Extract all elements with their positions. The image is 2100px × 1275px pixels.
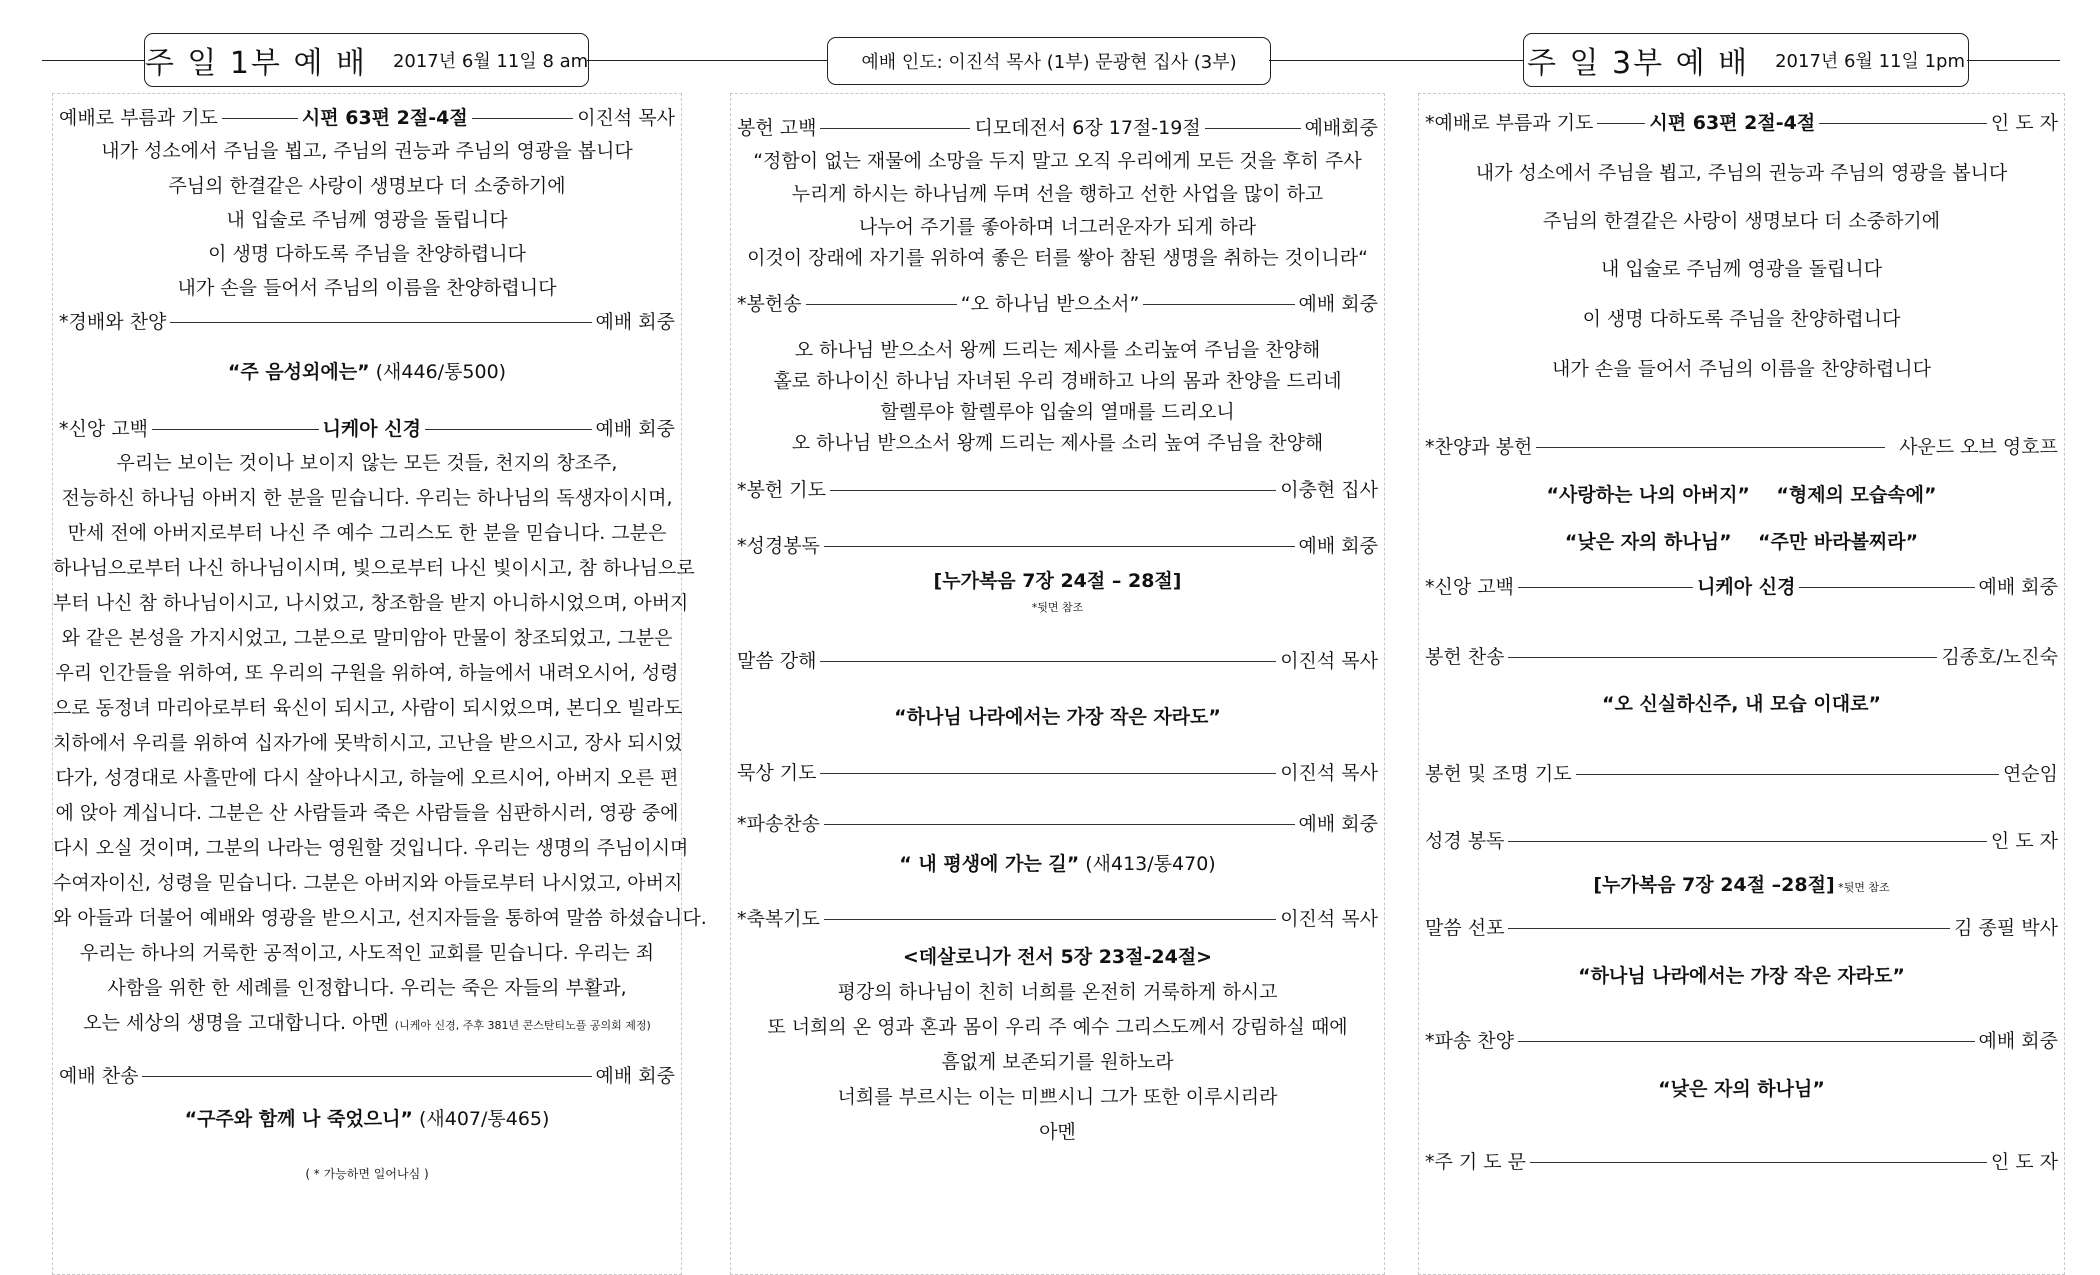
item-label: *파송 찬양 bbox=[1425, 1030, 1514, 1052]
item-leader: 이충현 집사 bbox=[1280, 479, 1378, 501]
item-leader: 이진석 목사 bbox=[577, 107, 675, 129]
psalm-line: 내가 성소에서 주님을 뵙고, 주님의 권능과 주님의 영광을 봅니다 bbox=[101, 140, 633, 162]
stand-note: ( * 가능하면 일어나심 ) bbox=[305, 1167, 429, 1181]
scripture-reference: <데살로니가 전서 5장 23절-24절> bbox=[902, 946, 1213, 968]
leader-line bbox=[142, 1076, 591, 1077]
item-label: *경배와 찬양 bbox=[59, 311, 167, 333]
song-title: “오 하나님 받으소서” bbox=[960, 293, 1140, 315]
sending-song-row bbox=[1419, 1029, 2064, 1053]
item-leader: 예배 회중 bbox=[595, 311, 675, 333]
third-service-date: 2017년 6월 11일 1pm bbox=[1775, 51, 1966, 72]
benediction-line: 너희를 부르시는 이는 미쁘시니 그가 또한 이루시리라 bbox=[837, 1086, 1278, 1108]
psalm-reference: 시편 63편 2절-4절 bbox=[301, 107, 468, 129]
psalm-line: 내 입술로 주님께 영광을 돌립니다 bbox=[226, 209, 508, 231]
item-leader: 사운드 오브 영호프 bbox=[1899, 436, 2058, 458]
sending-hymn-row bbox=[731, 812, 1384, 836]
leader-line bbox=[820, 773, 1276, 774]
benediction-line: 평강의 하나님이 친히 너희를 온전히 거룩하게 하시고 bbox=[837, 981, 1278, 1003]
header-rule-mid-left bbox=[587, 60, 827, 61]
scripture-reference: [누가복음 7장 24절 – 28절] bbox=[933, 570, 1182, 592]
leader-line bbox=[170, 322, 591, 323]
creed-line: 에 앉아 계십니다. 그분은 산 사람들과 죽은 사람들을 심판하시러, 영광 중에 bbox=[55, 802, 679, 824]
praise-offering-row bbox=[1419, 435, 2064, 459]
item-label: *축복기도 bbox=[737, 908, 820, 930]
creed-line: 수여자이신, 성령을 믿습니다. 그분은 아버지와 아들로부터 나시었고, 아버지 bbox=[53, 872, 683, 894]
creed-line: 오는 세상의 생명을 고대합니다. 아멘 bbox=[83, 1012, 389, 1034]
hymn-number: (새446/통500) bbox=[369, 361, 507, 383]
offering-verse-line: 누리게 하시는 하나님께 두며 선을 행하고 선한 사업을 많이 하고 bbox=[791, 183, 1324, 205]
leader-line bbox=[1143, 304, 1294, 305]
psalm-line: 내가 손을 들어서 주님의 이름을 찬양하렵니다 bbox=[1552, 358, 1931, 380]
leader-line bbox=[1597, 123, 1645, 124]
song-title: “오 신실하신주, 내 모습 이대로” bbox=[1602, 693, 1881, 715]
creed-line: 우리는 하나의 거룩한 공적이고, 사도적인 교회를 믿습니다. 우리는 죄 bbox=[79, 942, 655, 964]
item-label: 예배로 부름과 기도 bbox=[59, 107, 218, 129]
creed-last-line bbox=[53, 1011, 681, 1038]
leader-line bbox=[1799, 587, 1974, 588]
leader-line bbox=[425, 429, 592, 430]
creed-line: 다가, 성경대로 사흘만에 다시 살아나시고, 하늘에 오르시어, 아버지 오른 편 bbox=[55, 767, 679, 789]
offering-verse-line: “정함이 없는 재물에 소망을 두지 말고 오직 우리에게 모든 것을 후히 주사 bbox=[753, 150, 1362, 172]
benediction-line: 아멘 bbox=[1039, 1121, 1076, 1143]
hymn-song bbox=[53, 1107, 681, 1131]
creed-line: 우리는 보이는 것이나 보이지 않는 모든 것들, 천지의 창조주, bbox=[116, 452, 618, 474]
creed-row bbox=[53, 417, 681, 441]
benediction-line: 흠없게 보존되기를 원하노라 bbox=[941, 1051, 1174, 1073]
item-label: 성경 봉독 bbox=[1425, 830, 1505, 852]
creed-line: 와 아들과 더불어 예배와 영광을 받으시고, 선지자들을 통하여 말씀 하셨습니다. bbox=[53, 907, 707, 929]
item-label: *성경봉독 bbox=[737, 535, 820, 557]
creed-title: 니케아 신경 bbox=[1697, 576, 1796, 598]
call-to-worship-row bbox=[1419, 111, 2064, 135]
item-leader: 인 도 자 bbox=[1990, 1151, 2058, 1173]
praise-songs: “낮은 자의 하나님” “주만 바라볼찌라” bbox=[1564, 531, 1919, 553]
praise-row bbox=[53, 310, 681, 334]
item-leader: 예배회중 bbox=[1304, 117, 1378, 139]
item-leader: 김종호/노진숙 bbox=[1941, 646, 2058, 668]
offering-song-row bbox=[731, 292, 1384, 316]
first-service-order bbox=[52, 93, 707, 1275]
item-leader: 이진석 목사 bbox=[1280, 762, 1378, 784]
creed-line: 하나님으로부터 나신 하나님이시며, 빛으로부터 나신 빛이시고, 참 하나님으로 bbox=[53, 557, 695, 579]
item-label: *예배로 부름과 기도 bbox=[1425, 112, 1594, 134]
offering-and-sermon-order bbox=[730, 93, 1385, 1275]
item-label: *봉헌송 bbox=[737, 293, 802, 315]
sermon-title: “하나님 나라에서는 가장 작은 자라도” bbox=[1578, 965, 1905, 987]
creed-line: 우리 인간들을 위하여, 또 우리의 구원을 위하여, 하늘에서 내려오시어, 성령 bbox=[55, 662, 679, 684]
item-label: *신앙 고백 bbox=[59, 418, 148, 440]
song-title: “주 음성외에는” bbox=[227, 361, 370, 383]
leader-line bbox=[1508, 657, 1937, 658]
leader-line bbox=[824, 824, 1295, 825]
header-rule-left bbox=[42, 60, 144, 61]
item-leader: 인 도 자 bbox=[1990, 112, 2058, 134]
psalm-line: 주님의 한결같은 사랑이 생명보다 더 소중하기에 bbox=[168, 175, 566, 197]
item-leader: 예배 회중 bbox=[1978, 576, 2059, 598]
hymn-row bbox=[53, 1064, 681, 1088]
leader-line bbox=[1205, 128, 1301, 129]
psalm-reference: 시편 63편 2절-4절 bbox=[1649, 112, 1816, 134]
creed-line: 다시 오실 것이며, 그분의 나라는 영원할 것입니다. 우리는 생명의 주님이시며 bbox=[53, 837, 689, 859]
item-label: *찬양과 봉헌 bbox=[1425, 436, 1533, 458]
third-service-title: 주 일 3부 예 배 bbox=[1526, 46, 1750, 81]
item-leader: 예배 회중 bbox=[595, 418, 676, 440]
creed-line: 전능하신 하나님 아버지 한 분을 믿습니다. 우리는 하나님의 독생자이시며, bbox=[61, 487, 673, 509]
item-label: 묵상 기도 bbox=[737, 762, 817, 784]
item-label: 예배 찬송 bbox=[59, 1065, 139, 1087]
item-label: *파송찬송 bbox=[737, 813, 820, 835]
leader-line bbox=[1508, 928, 1950, 929]
scripture-reading-row bbox=[731, 534, 1384, 558]
leader-line bbox=[152, 429, 319, 430]
psalm-line: 주님의 한결같은 사랑이 생명보다 더 소중하기에 bbox=[1542, 210, 1941, 232]
offering-verse-line: 이것이 장래에 자기를 위하여 좋은 터를 쌓아 참된 생명을 취하는 것이니라“ bbox=[747, 247, 1368, 269]
leader-line bbox=[1530, 1162, 1987, 1163]
creed-line: 으로 동정녀 마리아로부터 육신이 되시고, 사람이 되시었으며, 본디오 빌라도 bbox=[53, 697, 683, 719]
header-rule-mid-right bbox=[1269, 60, 1523, 61]
item-leader: 김 종필 박사 bbox=[1954, 917, 2058, 939]
psalm-line: 이 생명 다하도록 주님을 찬양하렵니다 bbox=[1582, 308, 1901, 330]
creed-title: 니케아 신경 bbox=[322, 418, 421, 440]
item-leader: 예배 회중 bbox=[1298, 535, 1378, 557]
scripture-reference: 디모데전서 6장 17절-19절 bbox=[974, 117, 1201, 139]
offering-prayer-row bbox=[731, 478, 1384, 502]
worship-leaders: 예배 인도: 이진석 목사 (1부) 문광현 집사 (3부) bbox=[861, 52, 1237, 73]
hymn-number: (새413/통470) bbox=[1079, 853, 1216, 875]
leader-line bbox=[820, 661, 1276, 662]
item-label: *봉헌 기도 bbox=[737, 479, 826, 501]
sermon-row bbox=[731, 649, 1384, 673]
header-box-third-service bbox=[1523, 33, 1969, 87]
leader-line bbox=[1819, 123, 1987, 124]
sermon-row bbox=[1419, 916, 2064, 940]
psalm-line: 이 생명 다하도록 주님을 찬양하렵니다 bbox=[208, 243, 526, 265]
see-back-note: *뒷면 참조 bbox=[1834, 881, 1890, 894]
lyric-line: 오 하나님 받으소서 왕께 드리는 제사를 소리높여 주님을 찬양해 bbox=[794, 339, 1321, 361]
third-service-order bbox=[1418, 93, 2065, 1275]
item-leader: 인 도 자 bbox=[1990, 830, 2058, 852]
leader-line bbox=[824, 546, 1295, 547]
item-leader: 예배 회중 bbox=[1298, 813, 1378, 835]
lyric-line: 할렐루야 할렐루야 입술의 열매를 드리오니 bbox=[880, 401, 1235, 423]
header-rule-right bbox=[1967, 60, 2060, 61]
silent-prayer-row bbox=[731, 761, 1384, 785]
song-title: “낮은 자의 하나님” bbox=[1658, 1078, 1825, 1100]
scripture-reference: [누가복음 7장 24절 –28절] bbox=[1593, 874, 1835, 896]
sermon-title: “하나님 나라에서는 가장 작은 자라도” bbox=[894, 706, 1221, 728]
creed-line: 부터 나신 참 하나님이시고, 나시었고, 창조함을 받지 아니하시었으며, 아버지 bbox=[53, 592, 689, 614]
lyric-line: 홀로 하나이신 하나님 자녀된 우리 경배하고 나의 몸과 찬양을 드리네 bbox=[773, 370, 1342, 392]
leader-line bbox=[824, 919, 1276, 920]
lords-prayer-row bbox=[1419, 1150, 2064, 1174]
header-box-worship-leaders bbox=[827, 37, 1271, 85]
offering-confession-row bbox=[731, 116, 1384, 140]
creed-row bbox=[1419, 575, 2064, 599]
offering-hymn-row bbox=[1419, 645, 2064, 669]
leader-line bbox=[806, 304, 957, 305]
leader-line bbox=[820, 128, 970, 129]
leader-line bbox=[1518, 1041, 1975, 1042]
sending-hymn bbox=[731, 852, 1384, 876]
psalm-line: 내가 성소에서 주님을 뵙고, 주님의 권능과 주님의 영광을 봅니다 bbox=[1475, 162, 2008, 184]
item-label: 봉헌 및 조명 기도 bbox=[1425, 763, 1572, 785]
item-leader: 이진석 목사 bbox=[1280, 908, 1378, 930]
item-label: *주 기 도 문 bbox=[1425, 1151, 1527, 1173]
scripture-reading-row bbox=[1419, 829, 2064, 853]
song-title: “구주와 함께 나 죽었으니” bbox=[184, 1108, 413, 1130]
see-back-note: *뒷면 참조 bbox=[1031, 601, 1084, 614]
psalm-line: 내가 손을 들어서 주님의 이름을 찬양하렵니다 bbox=[177, 277, 557, 299]
leader-line bbox=[1576, 774, 1999, 775]
benediction-row bbox=[731, 907, 1384, 931]
song-title: “ 내 평생에 가는 길” bbox=[899, 853, 1080, 875]
illumination-prayer-row bbox=[1419, 762, 2064, 786]
hymn-number: (새407/통465) bbox=[412, 1108, 550, 1130]
item-label: 봉헌 고백 bbox=[737, 117, 817, 139]
praise-songs: “사랑하는 나의 아버지” “형제의 모습속에” bbox=[1546, 484, 1937, 506]
item-label: *신앙 고백 bbox=[1425, 576, 1514, 598]
item-leader: 예배 회중 bbox=[1298, 293, 1379, 315]
creed-line: 만세 전에 아버지로부터 나신 주 예수 그리스도 한 분을 믿습니다. 그분은 bbox=[67, 522, 667, 544]
benediction-line: 또 너희의 온 영과 혼과 몸이 우리 주 예수 그리스도께서 강림하실 때에 bbox=[767, 1016, 1348, 1038]
lyric-line: 오 하나님 받으소서 왕께 드리는 제사를 소리 높여 주님을 찬양해 bbox=[791, 432, 1324, 454]
first-service-date: 2017년 6월 11일 8 am bbox=[392, 51, 589, 72]
offering-verse-line: 나누어 주기를 좋아하며 너그러운자가 되게 하라 bbox=[858, 216, 1257, 238]
item-label: 말씀 선포 bbox=[1425, 917, 1505, 939]
leader-line bbox=[1536, 447, 1885, 448]
leader-line bbox=[1508, 841, 1986, 842]
creed-source-note: (니케아 신경, 주후 381년 콘스탄티노플 공의회 제정) bbox=[394, 1019, 651, 1032]
header-box-first-service bbox=[144, 33, 589, 87]
creed-line: 치하에서 우리를 위하여 십자가에 못박히시고, 고난을 받으시고, 장사 되시었 bbox=[53, 732, 683, 754]
leader-line bbox=[472, 118, 573, 119]
first-service-title: 주 일 1부 예 배 bbox=[144, 46, 367, 81]
psalm-line: 내 입술로 주님께 영광을 돌립니다 bbox=[1600, 258, 1883, 280]
leader-line bbox=[222, 118, 298, 119]
creed-line: 사함을 위한 한 세례를 인정합니다. 우리는 죽은 자들의 부활과, bbox=[107, 977, 627, 999]
scripture-reference-row bbox=[1419, 873, 2064, 900]
item-leader: 연순임 bbox=[2002, 763, 2058, 785]
call-to-worship-row bbox=[53, 106, 681, 130]
item-leader: 이진석 목사 bbox=[1280, 650, 1378, 672]
item-leader: 예배 회중 bbox=[595, 1065, 675, 1087]
praise-song bbox=[53, 360, 681, 384]
item-leader: 예배 회중 bbox=[1978, 1030, 2058, 1052]
leader-line bbox=[830, 490, 1276, 491]
item-label: 봉헌 찬송 bbox=[1425, 646, 1505, 668]
leader-line bbox=[1518, 587, 1693, 588]
item-label: 말씀 강해 bbox=[737, 650, 817, 672]
creed-line: 와 같은 본성을 가지시었고, 그분으로 말미암아 만물이 창조되었고, 그분은 bbox=[61, 627, 673, 649]
